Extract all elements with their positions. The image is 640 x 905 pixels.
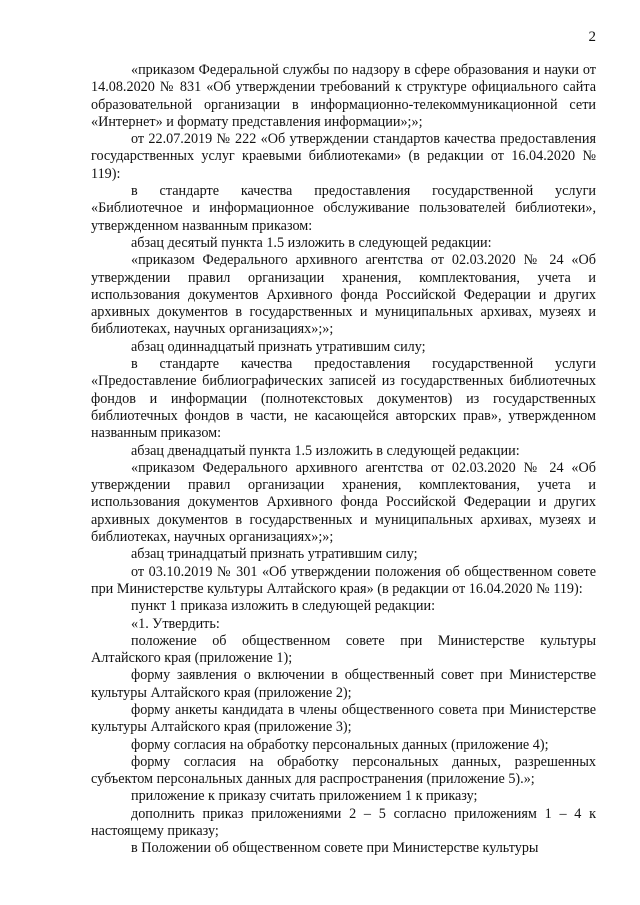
paragraph: положение об общественном совете при Министерстве культуры Алтайского края (приложение 1); [91, 632, 596, 667]
paragraph: абзац тринадцатый признать утратившим силу; [131, 546, 418, 563]
paragraph: абзац одиннадцатый признать утратившим силу; [131, 338, 426, 355]
paragraph: в стандарте качества предоставления государственной услуги «Предоставление библиографических записей из государственных библиотечных фондов и информации (полнотекстовых документов) из государственных библиотечных фондов в части, не касающейся авторских прав», утвержденном названным приказом: [91, 356, 596, 442]
page-number: 2 [588, 29, 596, 45]
document-body [91, 62, 596, 858]
paragraph: пункт 1 приказа изложить в следующей редакции: [131, 598, 436, 615]
paragraph: форму заявления о включении в общественный совет при Министерстве культуры Алтайского края (приложение 2); [91, 667, 596, 701]
paragraph: абзац десятый пункта 1.5 изложить в следующей редакции: [131, 234, 492, 251]
paragraph: «приказом Федеральной службы по надзору в сфере образования и науки от 14.08.2020 № 831 «Об утверждении требований к структуре официального сайта образовательной организации в информационно-телекоммуникационной сети «Интернет» и формату представления информации»;»; [91, 62, 596, 130]
paragraph: в Положении об общественном совете при Министерстве культуры [131, 840, 539, 857]
paragraph: приложение к приказу считать приложением 1 к приказу; [131, 788, 478, 805]
paragraph: «приказом Федерального архивного агентства от 02.03.2020 № 24 «Об утверждении правил организации хранения, комплектования, учета и использования документов Архивного фонда Российской Федерации и других архивных документов в государственных и муниципальных архивах, музеях и библиотеках, научных организациях»;»; [91, 252, 596, 338]
paragraph: «приказом Федерального архивного агентства от 02.03.2020 № 24 «Об утверждении правил организации хранения, комплектования, учета и использования документов Архивного фонда Российской Федерации и других архивных документов в государственных и муниципальных архивах, музеях и библиотеках, научных организациях»;»; [91, 459, 596, 546]
paragraph: в стандарте качества предоставления государственной услуги «Библиотечное и информационное обслуживание пользователей библиотеки», утвержденном названным приказом: [91, 183, 596, 234]
paragraph: дополнить приказ приложениями 2 – 5 согласно приложениям 1 – 4 к настоящему приказу; [91, 805, 596, 840]
paragraph: абзац двенадцатый пункта 1.5 изложить в следующей редакции: [131, 442, 520, 459]
paragraph: от 03.10.2019 № 301 «Об утверждении положения об общественном совете при Министерстве культуры Алтайского края» (в редакции от 16.04.2020 № 119): [91, 563, 596, 597]
paragraph: форму согласия на обработку персональных данных (приложение 4); [131, 736, 549, 753]
paragraph: от 22.07.2019 № 222 «Об утверждении стандартов качества предоставления государственных услуг краевыми библиотеками» (в редакции от 16.04.2020 № 119): [91, 131, 596, 182]
paragraph: «1. Утвердить: [131, 615, 220, 632]
paragraph: форму согласия на обработку персональных данных, разрешенных субъектом персональных данных для распространения (приложение 5).»; [91, 753, 596, 788]
paragraph: форму анкеты кандидата в члены общественного совета при Министерстве культуры Алтайского края (приложение 3); [91, 701, 596, 736]
